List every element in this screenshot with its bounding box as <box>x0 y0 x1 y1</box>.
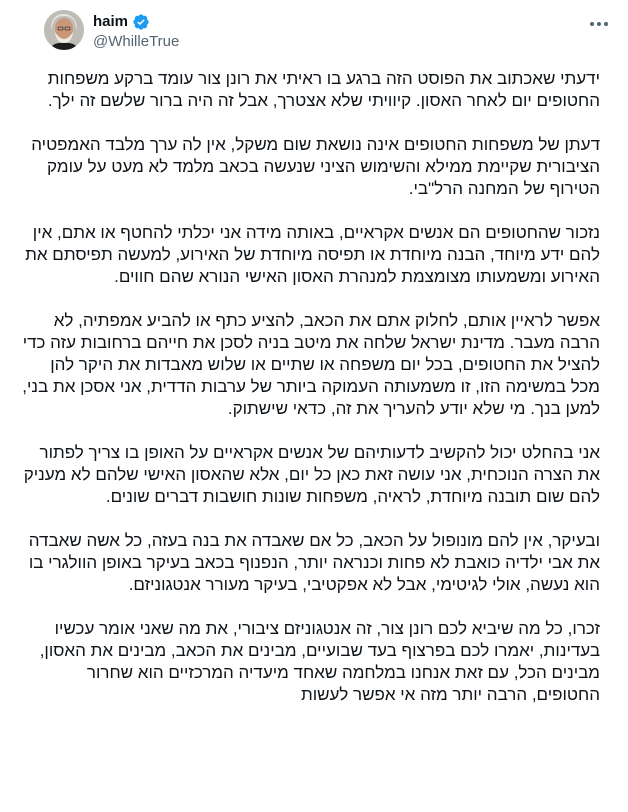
verified-badge-icon <box>132 13 150 31</box>
author-handle[interactable]: @WhilleTrue <box>93 33 180 50</box>
tweet-paragraph: אפשר לראיין אותם, לחלוק אתם את הכאב, להציע כתף או להביע אמפתיה, לא הרבה מעבר. מדינת ישראל שלחה את מיטב בניה לסכן את חייהם ברחובות עזה כדי להציל את החטופים, בכל יום משפחה או שתיים או שלוש מאבדות את היקר להן מכל במשימה הזו, זו משמעותה העמוקה ביותר של ערבות הדדית, אני אסכן את בני, למען בנך. מי שלא יודע להעריך את זה, כדאי שישתוק. <box>22 311 600 418</box>
avatar[interactable] <box>44 10 84 50</box>
more-dot <box>604 22 608 26</box>
author-name-row[interactable] <box>93 12 150 32</box>
tweet-paragraph: זכרו, כל מה שיביא לכם רונן צור, זה אנטגוניזם ציבורי, את מה שאני אומר עכשיו בעדינות, יאמרו לכם בפרצוף בעד שבועיים, מבינים את הכאב, מבינים את האסון, מבינים הכל, עם זאת אנחנו במלחמה שאחד מיעדיה המרכזיים הוא שחרור החטופים, הרבה יותר מזה אי אפשר לעשות <box>39 619 600 704</box>
tweet-paragraph: ובעיקר, אין להם מונופול על הכאב, כל אם שאבדה את בנה בעזה, כל אשה שאבדה את אבי ילדיה כואבת לא פחות וכנראה יותר, הנפנוף בכאב בעיקר באופן הוולגרי בו הוא נעשה, אולי לגיטימי, אבל לא אפקטיבי, בעיקר מעורר אנטגוניזם. <box>28 531 600 594</box>
more-options-icon[interactable] <box>584 14 614 34</box>
tweet-paragraph: דעתן של משפחות החטופים אינה נושאת שום משקל, אין לה ערך מלבד האמפטיה הציבורית שקיימת ממילא והשימוש הציני שנעשה בכאב מלמד לא מעט על עומק הטירוף של המחנה הרל"בי. <box>31 135 600 198</box>
tweet-paragraph: ידעתי שאכתוב את הפוסט הזה ברגע בו ראיתי את רונן צור עומד ברקע משפחות החטופים יום לאחר האסון. קיוויתי שלא אצטרך, אבל זה היה ברור שלשם זה ילך. <box>47 69 600 110</box>
more-dot <box>590 22 594 26</box>
tweet-text <box>20 68 600 728</box>
tweet-paragraph: נזכור שהחטופים הם אנשים אקראיים, באותה מידה אני יכלתי להחטף או אתם, אין להם ידע מיוחד, הבנה מיוחדת או תפיסה מיוחדת של האירוע, למעשה תפיסתם את האירוע ומשמעותו מצומצמת למנהרת האסון האישי הנורא שהם חווים. <box>25 223 600 286</box>
tweet-paragraph: אני בהחלט יכול להקשיב לדעותיהם של אנשים אקראיים על האופן בו צריך לפתור את הצרה הנוכחית, אני עושה זאת כאן כל יום, אלא שהאסון האישי שלהם לא מעניק להם שום תובנה מיוחדת, לראיה, משפחות שונות חושבות דברים שונים. <box>23 443 600 506</box>
tweet-header <box>0 0 628 64</box>
more-dot <box>597 22 601 26</box>
display-name[interactable]: haim <box>93 13 129 30</box>
